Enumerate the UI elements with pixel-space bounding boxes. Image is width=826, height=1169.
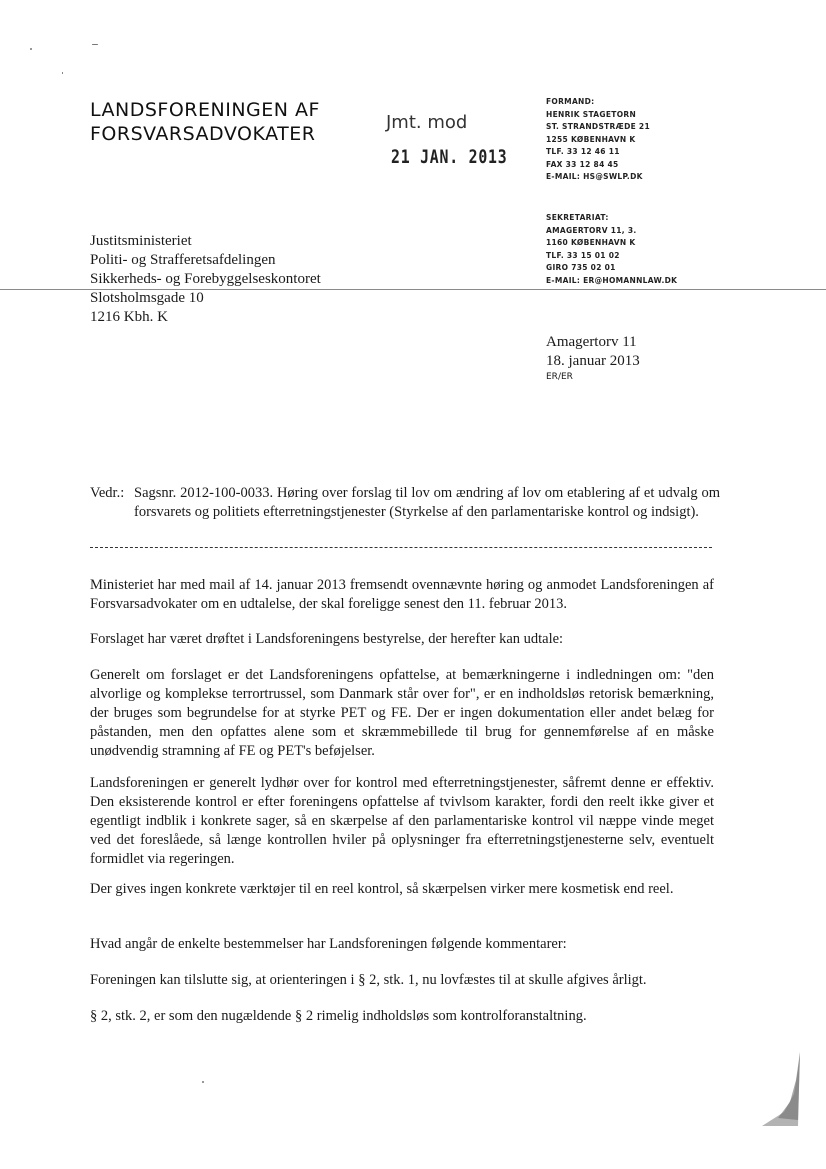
scan-speck — [92, 44, 98, 45]
formand-line: ST. STRANDSTRÆDE 21 — [546, 122, 650, 131]
body-paragraph: Der gives ingen konkrete værktøjer til en reel kontrol, så skærpelsen virker mere kosmetisk end reel. — [90, 881, 674, 897]
page-curl-shadow — [754, 1050, 804, 1130]
sekretariat-line: GIRO 735 02 01 — [546, 263, 616, 272]
recipient-line: Politi- og Strafferetsafdelingen — [90, 252, 276, 268]
fold-line — [0, 289, 826, 290]
place-date-block — [546, 333, 640, 383]
scan-speck — [202, 1081, 204, 1083]
subject-text: Sagsnr. 2012-100-0033. Høring over forslag til lov om ændring af lov om etablering af et udvalg om forsvarets og politiets efterretningstjenester (Styrkelse af den parlamentariske kontrol og indsigt). — [134, 485, 720, 520]
subject-label: Vedr.: — [90, 485, 125, 501]
sekretariat-heading: SEKRETARIAT: — [546, 213, 609, 222]
letter-place: Amagertorv 11 — [546, 334, 637, 350]
formand-heading: FORMAND: — [546, 97, 595, 106]
stamp-date: 21 JAN. 2013 — [391, 146, 508, 168]
body-paragraph: Forslaget har været drøftet i Landsforeningens bestyrelse, der herefter kan udtale: — [90, 631, 564, 647]
body-paragraph: Foreningen kan tilslutte sig, at orienteringen i § 2, stk. 1, nu lovfæstes til at skulle afgives årligt. — [90, 972, 647, 988]
body-paragraph: Generelt om forslaget er det Landsforeningens opfattelse, at bemærkningerne i indledningen om: "den alvorlige og komplekse terrortrussel, som Danmark står over for", er en indholdsløs retorisk bemærkning, der bruges som begrundelse for at styrke PET og FE. Der er ingen dokumentation eller andet belæg for påstanden, men den opfattes alene som et skræmmebillede til brug for gennemførelse af en måske unødvendig stramning af FE og PET's beføjelser. — [90, 667, 714, 759]
recipient-line: 1216 Kbh. K — [90, 309, 168, 325]
body-paragraph: § 2, stk. 2, er som den nugældende § 2 rimelig indholdsløs som kontrolforanstaltning. — [90, 1008, 587, 1024]
scan-speck — [62, 72, 63, 74]
sekretariat-line: TLF. 33 15 01 02 — [546, 250, 620, 260]
letter-reference: ER/ER — [546, 372, 573, 382]
org-name-line-2: FORSVARSADVOKATER — [90, 123, 316, 145]
sekretariat-contact-block — [546, 212, 677, 287]
body-paragraph: Landsforeningen er generelt lydhør over for kontrol med efterretningstjenester, såfremt denne er effektiv. Den eksisterende kontrol er efter foreningens opfattelse af tvivlsom karakter, fordi den reelt ikke giver et egentligt indblik i konkrete sager, så en skærpelse af den parlamentariske kontrol vil næppe vinde meget ved det foreslåede, så længe kontrollen hviler på oplysninger fra efterretningstjenesterne selv, eventuelt formidlet via regeringen. — [90, 775, 714, 867]
subject-block — [90, 484, 720, 522]
scan-speck — [30, 48, 32, 50]
recipient-line: Slotsholmsgade 10 — [90, 290, 204, 306]
formand-line: E-MAIL: HS@SWLP.DK — [546, 172, 643, 181]
body-paragraph: Hvad angår de enkelte bestemmelser har Landsforeningen følgende kommentarer: — [90, 936, 567, 952]
recipient-address — [90, 232, 321, 327]
letterhead-org-name — [90, 98, 320, 146]
body-paragraph: Ministeriet har med mail af 14. januar 2013 fremsendt ovennævnte høring og anmodet Landsforeningen af Forsvarsadvokater om en udtalelse, der skal foreligge senest den 11. februar 2013. — [90, 577, 714, 612]
stamp-label: Jmt. mod — [386, 112, 468, 133]
formand-line: 1255 KØBENHAVN K — [546, 134, 636, 144]
formand-line: HENRIK STAGETORN — [546, 109, 637, 119]
formand-line: TLF. 33 12 46 11 — [546, 147, 620, 156]
subject-divider — [90, 547, 712, 548]
sekretariat-line: 1160 KØBENHAVN K — [546, 238, 636, 247]
recipient-line: Justitsministeriet — [90, 233, 192, 249]
letter-date: 18. januar 2013 — [546, 353, 640, 369]
sekretariat-line: AMAGERTORV 11, 3. — [546, 225, 637, 235]
recipient-line: Sikkerheds- og Forebyggelseskontoret — [90, 271, 321, 287]
formand-contact-block — [546, 96, 650, 184]
formand-line: FAX 33 12 84 45 — [546, 159, 619, 169]
org-name-line-1: LANDSFORENINGEN AF — [90, 99, 320, 121]
sekretariat-line: E-MAIL: ER@HOMANNLAW.DK — [546, 275, 678, 285]
